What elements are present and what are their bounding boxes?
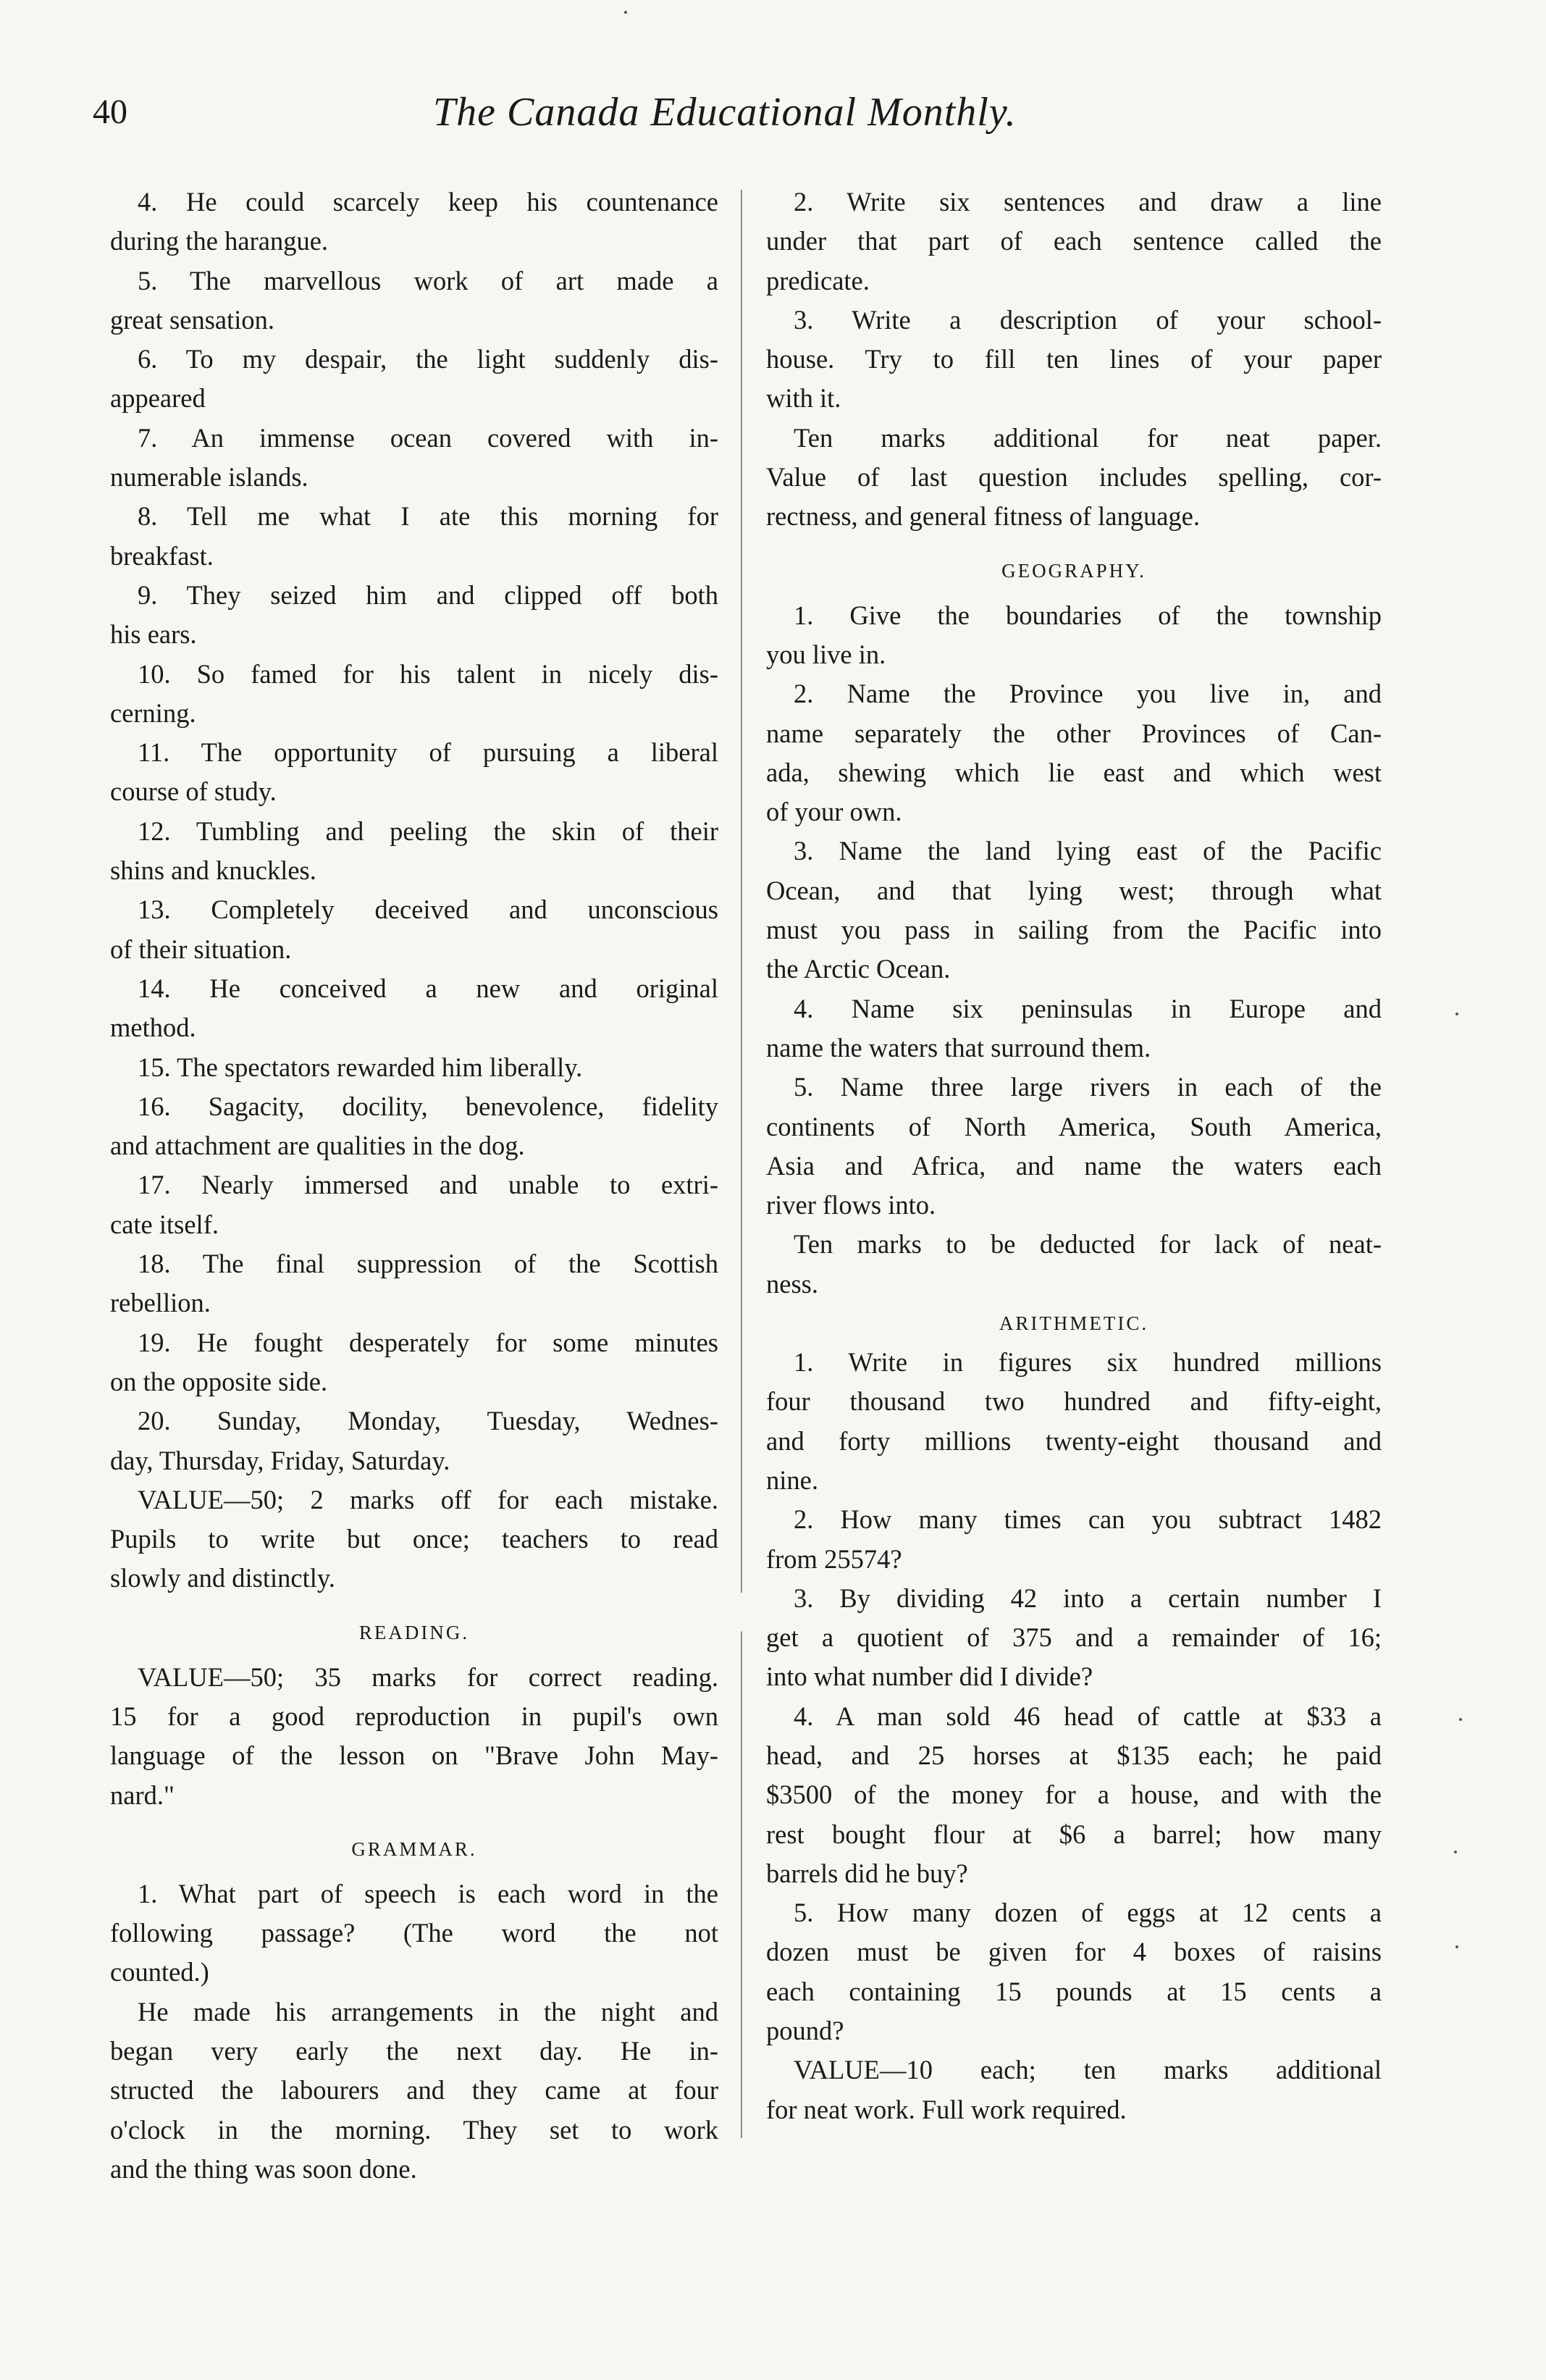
exercise-item: [110, 969, 718, 1048]
text-line: 14. He conceived a new and original: [138, 973, 718, 1003]
section-heading-arithmetic: ARITHMETIC.: [999, 1312, 1149, 1335]
text-line: pound?: [766, 2016, 844, 2046]
exercise-item: [110, 1087, 718, 1166]
text-line: He made his arrangements in the night and: [138, 1996, 718, 2027]
text-line: o'clock in the morning. They set to work: [110, 2114, 718, 2145]
page-number: 40: [93, 93, 127, 131]
text-line: Ocean, and that lying west; through what: [766, 875, 1382, 905]
section-heading-grammar: GRAMMAR.: [351, 1838, 477, 1860]
text-line: Pupils to write but once; teachers to read: [110, 1524, 718, 1554]
text-line: each containing 15 pounds at 15 cents a: [766, 1976, 1382, 2006]
text-line: 12. Tumbling and peeling the skin of their: [138, 816, 718, 846]
value-note: [110, 1480, 718, 1598]
arithmetic-question: [766, 1697, 1382, 1893]
text-line: with it.: [766, 383, 841, 414]
text-line: barrels did he buy?: [766, 1858, 968, 1888]
text-line: 1. What part of speech is each word in the: [138, 1878, 718, 1908]
text-line: get a quotient of 375 and a remainder of 16;: [766, 1622, 1382, 1653]
exercise-item: [110, 340, 718, 419]
text-line: 4. Name six peninsulas in Europe and: [794, 993, 1382, 1023]
text-line: 13. Completely deceived and unconscious: [138, 894, 718, 925]
text-line: 1. Write in figures six hundred millions: [794, 1347, 1382, 1378]
grammar-question: [766, 301, 1382, 419]
text-line: slowly and distinctly.: [110, 1563, 335, 1593]
exercise-item: [110, 1165, 718, 1244]
text-line: 2. How many times can you subtract 1482: [794, 1504, 1382, 1535]
text-line: predicate.: [766, 265, 870, 296]
text-line: VALUE—50; 2 marks off for each mistake.: [138, 1484, 718, 1514]
text-line: 15 for a good reproduction in pupil's own: [110, 1701, 718, 1731]
text-line: 2. Write six sentences and draw a line: [794, 187, 1382, 217]
text-line: 3. Write a description of your school-: [794, 304, 1382, 335]
text-line: rebellion.: [110, 1288, 211, 1318]
geography-question: [766, 596, 1382, 675]
exercise-item: [110, 1323, 718, 1402]
page-header: [93, 87, 1092, 152]
grammar-passage: [110, 1993, 718, 2189]
geography-question: [766, 989, 1382, 1068]
page-speck: [1454, 1851, 1457, 1853]
exercise-item: [110, 1401, 718, 1480]
running-head: The Canada Educational Monthly.: [433, 90, 1017, 135]
text-line: 1. Give the boundaries of the township: [794, 600, 1382, 630]
text-line: Value of last question includes spelling, cor-: [766, 462, 1382, 493]
exercise-item: [110, 261, 718, 340]
page-speck: [624, 11, 627, 14]
text-line: ness.: [766, 1268, 818, 1299]
text-line: VALUE—10 each; ten marks additional: [794, 2055, 1382, 2085]
text-line: course of study.: [110, 776, 277, 807]
exercise-item: [110, 1244, 718, 1323]
text-line: and forty millions twenty-eight thousand and: [766, 1425, 1382, 1456]
text-line: of your own.: [766, 797, 902, 827]
text-line: 3. By dividing 42 into a certain number I: [794, 1583, 1382, 1613]
text-line: Ten marks to be deducted for lack of neat-: [794, 1229, 1382, 1260]
text-line: 4. He could scarcely keep his countenance: [138, 187, 718, 217]
text-line: 15. The spectators rewarded him liberally.: [138, 1052, 583, 1082]
text-line: cerning.: [110, 697, 196, 728]
text-line: 8. Tell me what I ate this morning for: [138, 501, 718, 532]
text-line: rectness, and general fitness of language.: [766, 501, 1200, 532]
exercise-item: [110, 497, 718, 576]
text-line: name the waters that surround them.: [766, 1032, 1151, 1063]
geography-question: [766, 1068, 1382, 1225]
text-line: under that part of each sentence called the: [766, 226, 1382, 256]
exercise-item: [110, 733, 718, 812]
text-line: must you pass in sailing from the Pacific into: [766, 915, 1382, 945]
text-line: 17. Nearly immersed and unable to extri-: [138, 1170, 718, 1200]
text-line: $3500 of the money for a house, and with the: [766, 1780, 1382, 1810]
text-line: into what number did I divide?: [766, 1662, 1093, 1692]
text-line: river flows into.: [766, 1190, 936, 1220]
exercise-item: [110, 655, 718, 734]
text-line: numerable islands.: [110, 462, 308, 493]
text-line: great sensation.: [110, 304, 275, 335]
text-line: 5. The marvellous work of art made a: [138, 265, 718, 296]
page-speck: [1455, 1013, 1458, 1015]
text-line: and the thing was soon done.: [110, 2153, 417, 2184]
text-line: nine.: [766, 1465, 818, 1495]
text-line: head, and 25 horses at $135 each; he paid: [766, 1740, 1382, 1770]
text-line: structed the labourers and they came at four: [110, 2075, 718, 2105]
arithmetic-question: [766, 2050, 1382, 2129]
left-column: [110, 183, 718, 2189]
text-line: Ten marks additional for neat paper.: [794, 422, 1382, 453]
geography-question: [766, 1225, 1382, 1304]
text-line: 7. An immense ocean covered with in-: [138, 422, 718, 453]
text-line: rest bought flour at $6 a barrel; how many: [766, 1819, 1382, 1849]
grammar-question: [110, 1874, 718, 1993]
text-line: shins and knuckles.: [110, 855, 316, 886]
text-line: 5. Name three large rivers in each of the: [794, 1072, 1382, 1102]
text-line: began very early the next day. He in-: [110, 2036, 718, 2066]
right-column: [766, 183, 1382, 2129]
text-line: 16. Sagacity, docility, benevolence, fidelity: [138, 1091, 718, 1121]
page-speck: [1459, 1718, 1462, 1721]
exercise-item: [110, 419, 718, 498]
text-line: his ears.: [110, 619, 197, 650]
grammar-question: [766, 183, 1382, 301]
arithmetic-question: [766, 1343, 1382, 1500]
page-speck: [1455, 1945, 1458, 1948]
text-line: 19. He fought desperately for some minutes: [138, 1327, 718, 1357]
arithmetic-question: [766, 1893, 1382, 2050]
text-line: 6. To my despair, the light suddenly dis-: [138, 344, 718, 374]
text-line: 9. They seized him and clipped off both: [138, 579, 718, 610]
text-line: you live in.: [766, 639, 886, 669]
text-line: 10. So famed for his talent in nicely dis-: [138, 658, 718, 689]
text-line: for neat work. Full work required.: [766, 2094, 1127, 2124]
text-line: nard.": [110, 1780, 175, 1810]
text-line: VALUE—50; 35 marks for correct reading.: [138, 1662, 718, 1692]
text-line: method.: [110, 1013, 196, 1043]
geography-question: [766, 831, 1382, 989]
arithmetic-question: [766, 1500, 1382, 1579]
exercise-item: [110, 890, 718, 969]
text-line: house. Try to fill ten lines of your paper: [766, 344, 1382, 374]
section-heading-reading: READING.: [358, 1621, 470, 1643]
text-line: of their situation.: [110, 934, 292, 964]
text-line: following passage? (The word the not: [110, 1918, 718, 1948]
text-line: 11. The opportunity of pursuing a liberal: [138, 737, 718, 768]
exercise-item: [110, 183, 718, 261]
text-line: day, Thursday, Friday, Saturday.: [110, 1445, 450, 1475]
geography-question: [766, 674, 1382, 831]
grammar-question: [766, 419, 1382, 537]
text-line: appeared: [110, 383, 206, 414]
text-line: 18. The final suppression of the Scottish: [138, 1249, 718, 1279]
text-line: on the opposite side.: [110, 1366, 328, 1396]
text-line: 3. Name the land lying east of the Pacific: [794, 836, 1382, 866]
text-line: 20. Sunday, Monday, Tuesday, Wednes-: [138, 1406, 718, 1436]
text-line: the Arctic Ocean.: [766, 954, 951, 984]
text-line: ada, shewing which lie east and which west: [766, 757, 1382, 787]
text-line: breakfast.: [110, 540, 214, 571]
text-line: dozen must be given for 4 boxes of raisins: [766, 1937, 1382, 1967]
text-line: from 25574?: [766, 1543, 902, 1574]
text-line: 5. How many dozen of eggs at 12 cents a: [794, 1898, 1382, 1928]
text-line: cate itself.: [110, 1209, 219, 1239]
text-line: language of the lesson on "Brave John May-: [110, 1740, 718, 1771]
arithmetic-question: [766, 1579, 1382, 1697]
reading-note: [110, 1658, 718, 1815]
text-line: and attachment are qualities in the dog.: [110, 1131, 525, 1161]
text-line: continents of North America, South America,: [766, 1111, 1382, 1141]
text-line: 2. Name the Province you live in, and: [794, 679, 1382, 709]
text-line: 4. A man sold 46 head of cattle at $33 a: [794, 1701, 1382, 1731]
text-line: name separately the other Provinces of Can-: [766, 718, 1382, 748]
exercise-item: [110, 1048, 718, 1087]
text-line: counted.): [110, 1957, 209, 1987]
exercise-item: [110, 576, 718, 655]
column-divider: [741, 190, 742, 2138]
section-heading-geography: GEOGRAPHY.: [1001, 559, 1146, 582]
text-line: during the harangue.: [110, 226, 329, 256]
exercise-item: [110, 812, 718, 891]
text-line: four thousand two hundred and fifty-eight,: [766, 1386, 1382, 1417]
text-line: Asia and Africa, and name the waters each: [766, 1150, 1382, 1181]
